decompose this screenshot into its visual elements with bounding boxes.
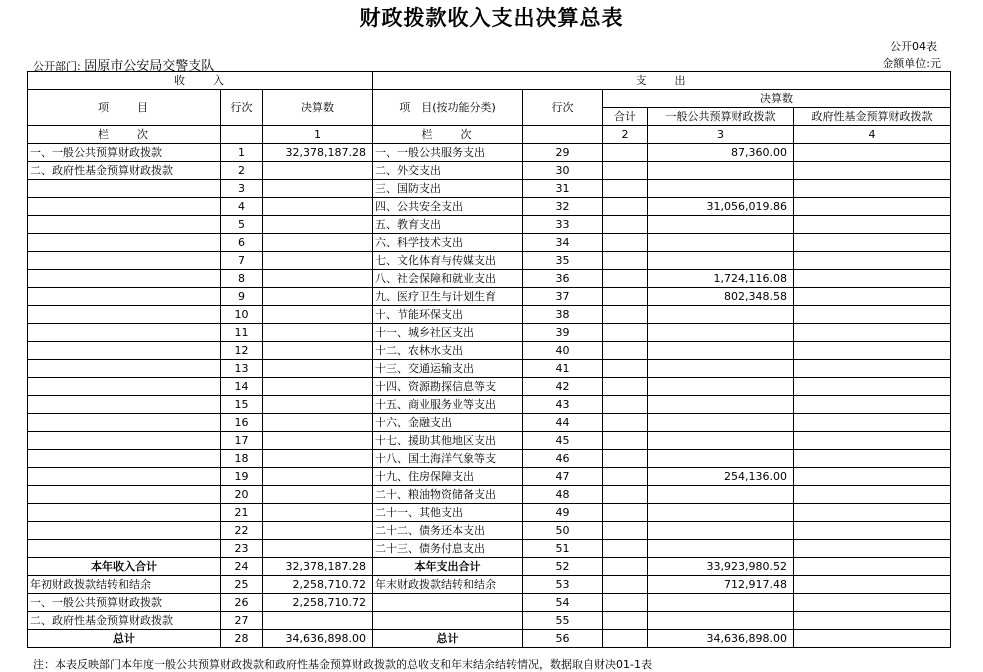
column-index-row <box>28 126 951 144</box>
income-amount-cell <box>263 468 373 486</box>
amount-unit: 金额单位:元 <box>882 57 941 70</box>
table-row <box>28 324 951 342</box>
expense-line-cell: 42 <box>523 378 603 396</box>
income-amount-cell <box>263 522 373 540</box>
income-amount-cell <box>263 198 373 216</box>
income-item-cell: 二、政府性基金预算财政拨款 <box>28 612 221 630</box>
table-row <box>28 468 951 486</box>
income-amount-cell <box>263 234 373 252</box>
expense-general-cell: 33,923,980.52 <box>648 558 794 576</box>
income-item-cell <box>28 486 221 504</box>
expense-item-cell: 三、国防支出 <box>373 180 523 198</box>
income-line-cell: 6 <box>221 234 263 252</box>
expense-item-cell: 二、外交支出 <box>373 162 523 180</box>
table-row <box>28 234 951 252</box>
income-line-cell: 10 <box>221 306 263 324</box>
expense-gov-fund-cell <box>794 540 951 558</box>
expense-gov-fund-cell <box>794 396 951 414</box>
expense-total-cell <box>603 342 648 360</box>
income-item-cell <box>28 414 221 432</box>
col-4: 4 <box>794 126 951 144</box>
table-row <box>28 378 951 396</box>
table-row <box>28 162 951 180</box>
income-amount-cell <box>263 288 373 306</box>
expense-total-cell <box>603 612 648 630</box>
expense-total-cell <box>603 270 648 288</box>
income-amount-cell <box>263 306 373 324</box>
expense-total-cell <box>603 216 648 234</box>
expense-line-cell: 52 <box>523 558 603 576</box>
income-line-cell: 22 <box>221 522 263 540</box>
income-amount-cell: 32,378,187.28 <box>263 558 373 576</box>
income-item-cell <box>28 198 221 216</box>
table-row <box>28 306 951 324</box>
expense-general-cell <box>648 504 794 522</box>
income-amount-cell: 32,378,187.28 <box>263 144 373 162</box>
table-row <box>28 540 951 558</box>
expense-general-cell <box>648 360 794 378</box>
income-line-cell: 16 <box>221 414 263 432</box>
expense-gov-fund-cell <box>794 522 951 540</box>
department-label: 公开部门: <box>33 60 81 73</box>
expense-total-cell <box>603 504 648 522</box>
expense-line-cell: 48 <box>523 486 603 504</box>
expense-general-cell <box>648 450 794 468</box>
expense-gov-fund-cell <box>794 576 951 594</box>
table-row <box>28 198 951 216</box>
expense-item-cell: 十七、援助其他地区支出 <box>373 432 523 450</box>
expense-item-cell: 本年支出合计 <box>373 558 523 576</box>
expense-line-cell: 51 <box>523 540 603 558</box>
expense-gov-fund-cell <box>794 432 951 450</box>
empty-cell <box>523 126 603 144</box>
table-row <box>28 504 951 522</box>
table-row <box>28 612 951 630</box>
income-line-cell: 13 <box>221 360 263 378</box>
expense-gov-fund-cell <box>794 414 951 432</box>
income-line-cell: 28 <box>221 630 263 648</box>
expense-total-cell <box>603 360 648 378</box>
expense-item-cell: 十八、国土海洋气象等支 <box>373 450 523 468</box>
expense-total-cell <box>603 234 648 252</box>
expense-general-cell: 87,360.00 <box>648 144 794 162</box>
income-line-cell: 24 <box>221 558 263 576</box>
expense-gov-fund-cell <box>794 378 951 396</box>
expense-general-cell <box>648 342 794 360</box>
income-item-cell: 总计 <box>28 630 221 648</box>
table-row <box>28 342 951 360</box>
expense-general-cell: 1,724,116.08 <box>648 270 794 288</box>
expense-total-cell <box>603 630 648 648</box>
expense-line-cell: 41 <box>523 360 603 378</box>
income-amount-cell <box>263 414 373 432</box>
final-accounts-table <box>27 71 951 648</box>
income-item-cell <box>28 396 221 414</box>
expense-general-cell <box>648 162 794 180</box>
income-line-cell: 2 <box>221 162 263 180</box>
expense-total-cell <box>603 486 648 504</box>
income-item-cell: 本年收入合计 <box>28 558 221 576</box>
expense-item-cell: 总计 <box>373 630 523 648</box>
income-item-cell <box>28 324 221 342</box>
income-item-cell: 二、政府性基金预算财政拨款 <box>28 162 221 180</box>
expense-line-cell: 37 <box>523 288 603 306</box>
income-item-cell <box>28 270 221 288</box>
income-amount-cell <box>263 162 373 180</box>
income-item-cell <box>28 432 221 450</box>
expense-general-cell: 802,348.58 <box>648 288 794 306</box>
income-item-cell <box>28 288 221 306</box>
expense-total-cell <box>603 378 648 396</box>
income-item-cell <box>28 522 221 540</box>
table-row <box>28 558 951 576</box>
expense-line-cell: 32 <box>523 198 603 216</box>
header-row-2 <box>28 90 951 108</box>
income-item-cell <box>28 342 221 360</box>
table-row <box>28 450 951 468</box>
expense-item-cell: 五、教育支出 <box>373 216 523 234</box>
footnote: 注：本表反映部门本年度一般公共预算财政拨款和政府性基金预算财政拨款的总收支和年末结余结转情况，数据取自财决01-1表 <box>33 658 652 671</box>
expense-total-cell <box>603 558 648 576</box>
expense-item-cell: 十二、农林水支出 <box>373 342 523 360</box>
income-amount-cell <box>263 180 373 198</box>
expense-general-cell <box>648 612 794 630</box>
expense-general-cell <box>648 252 794 270</box>
expense-general-cell <box>648 432 794 450</box>
expense-item-header: 项 目(按功能分类) <box>373 90 523 126</box>
header-row-1 <box>28 72 951 90</box>
expense-item-cell: 十五、商业服务业等支出 <box>373 396 523 414</box>
income-amount-cell <box>263 450 373 468</box>
expense-line-cell: 36 <box>523 270 603 288</box>
income-item-cell <box>28 180 221 198</box>
col-label: 栏 次 <box>28 126 221 144</box>
expense-item-cell: 十四、资源勘探信息等支 <box>373 378 523 396</box>
income-amount-cell <box>263 396 373 414</box>
expense-total-cell <box>603 144 648 162</box>
income-amount-cell <box>263 378 373 396</box>
expense-total-cell <box>603 414 648 432</box>
table-row <box>28 630 951 648</box>
expense-final-header: 决算数 <box>603 90 951 108</box>
table-row <box>28 522 951 540</box>
income-item-cell <box>28 234 221 252</box>
col-3: 3 <box>648 126 794 144</box>
income-amount-cell <box>263 324 373 342</box>
expense-total-cell <box>603 288 648 306</box>
income-amount-header: 决算数 <box>263 90 373 126</box>
expense-gov-fund-cell <box>794 144 951 162</box>
income-amount-cell <box>263 432 373 450</box>
table-row <box>28 594 951 612</box>
income-line-cell: 9 <box>221 288 263 306</box>
expense-line-cell: 29 <box>523 144 603 162</box>
expense-line-cell: 38 <box>523 306 603 324</box>
expense-gov-fund-cell <box>794 288 951 306</box>
expense-gov-fund-cell <box>794 558 951 576</box>
expense-gov-fund-cell <box>794 270 951 288</box>
expense-line-cell: 54 <box>523 594 603 612</box>
table-row <box>28 360 951 378</box>
col-2: 2 <box>603 126 648 144</box>
expense-total-cell <box>603 162 648 180</box>
table-row <box>28 216 951 234</box>
expense-line-cell: 33 <box>523 216 603 234</box>
expense-gov-fund-cell <box>794 630 951 648</box>
expense-line-cell: 44 <box>523 414 603 432</box>
expense-total-cell <box>603 576 648 594</box>
expense-general-cell <box>648 216 794 234</box>
expense-item-cell: 年末财政拨款结转和结余 <box>373 576 523 594</box>
expense-general-cell <box>648 306 794 324</box>
table-row <box>28 396 951 414</box>
expense-general-cell <box>648 180 794 198</box>
expense-item-cell: 一、一般公共服务支出 <box>373 144 523 162</box>
expense-line-cell: 46 <box>523 450 603 468</box>
income-item-cell <box>28 216 221 234</box>
income-line-cell: 25 <box>221 576 263 594</box>
empty-cell <box>221 126 263 144</box>
expense-line-cell: 31 <box>523 180 603 198</box>
income-line-cell: 12 <box>221 342 263 360</box>
total-col-header: 合计 <box>603 108 648 126</box>
income-amount-cell: 2,258,710.72 <box>263 576 373 594</box>
income-line-cell: 5 <box>221 216 263 234</box>
expense-item-cell: 六、科学技术支出 <box>373 234 523 252</box>
expense-total-cell <box>603 252 648 270</box>
income-header: 收 入 <box>28 72 373 90</box>
expense-general-cell <box>648 414 794 432</box>
income-amount-cell <box>263 216 373 234</box>
income-item-cell <box>28 468 221 486</box>
expense-item-cell <box>373 594 523 612</box>
income-line-cell: 21 <box>221 504 263 522</box>
income-item-cell <box>28 540 221 558</box>
income-line-cell: 4 <box>221 198 263 216</box>
expense-line-cell: 50 <box>523 522 603 540</box>
income-line-cell: 7 <box>221 252 263 270</box>
report-title: 财政拨款收入支出决算总表 <box>359 6 624 30</box>
expense-item-cell: 十三、交通运输支出 <box>373 360 523 378</box>
expense-gov-fund-cell <box>794 450 951 468</box>
expense-line-cell: 43 <box>523 396 603 414</box>
expense-line-cell: 55 <box>523 612 603 630</box>
expense-gov-fund-cell <box>794 324 951 342</box>
expense-line-cell: 34 <box>523 234 603 252</box>
expense-general-cell <box>648 486 794 504</box>
expense-total-cell <box>603 432 648 450</box>
income-item-cell <box>28 360 221 378</box>
income-item-cell: 一、一般公共预算财政拨款 <box>28 144 221 162</box>
income-amount-cell <box>263 540 373 558</box>
income-amount-cell <box>263 612 373 630</box>
expense-line-cell: 49 <box>523 504 603 522</box>
income-line-cell: 26 <box>221 594 263 612</box>
expense-item-cell: 二十、粮油物资储备支出 <box>373 486 523 504</box>
expense-general-cell <box>648 324 794 342</box>
expense-gov-fund-cell <box>794 504 951 522</box>
expense-item-cell: 十六、金融支出 <box>373 414 523 432</box>
expense-line-cell: 45 <box>523 432 603 450</box>
income-line-cell: 27 <box>221 612 263 630</box>
general-budget-header: 一般公共预算财政拨款 <box>648 108 794 126</box>
expense-general-cell <box>648 234 794 252</box>
income-amount-cell <box>263 270 373 288</box>
income-amount-cell <box>263 486 373 504</box>
expense-line-cell: 53 <box>523 576 603 594</box>
table-row <box>28 486 951 504</box>
income-line-header: 行次 <box>221 90 263 126</box>
income-item-cell <box>28 252 221 270</box>
expense-item-cell: 四、公共安全支出 <box>373 198 523 216</box>
income-amount-cell <box>263 342 373 360</box>
expense-total-cell <box>603 396 648 414</box>
expense-total-cell <box>603 324 648 342</box>
expense-general-cell: 254,136.00 <box>648 468 794 486</box>
income-item-cell <box>28 450 221 468</box>
expense-line-cell: 40 <box>523 342 603 360</box>
income-line-cell: 15 <box>221 396 263 414</box>
expense-line-cell: 35 <box>523 252 603 270</box>
expense-gov-fund-cell <box>794 342 951 360</box>
income-line-cell: 11 <box>221 324 263 342</box>
col-1: 1 <box>263 126 373 144</box>
expense-gov-fund-cell <box>794 252 951 270</box>
expense-total-cell <box>603 306 648 324</box>
expense-total-cell <box>603 180 648 198</box>
income-item-cell: 一、一般公共预算财政拨款 <box>28 594 221 612</box>
expense-total-cell <box>603 540 648 558</box>
expense-gov-fund-cell <box>794 468 951 486</box>
income-amount-cell <box>263 252 373 270</box>
table-row <box>28 252 951 270</box>
income-amount-cell <box>263 504 373 522</box>
expense-item-cell <box>373 612 523 630</box>
expense-total-cell <box>603 198 648 216</box>
table-row <box>28 414 951 432</box>
expense-header: 支 出 <box>373 72 951 90</box>
expense-general-cell: 34,636,898.00 <box>648 630 794 648</box>
expense-general-cell <box>648 522 794 540</box>
expense-gov-fund-cell <box>794 594 951 612</box>
expense-item-cell: 二十三、债务付息支出 <box>373 540 523 558</box>
expense-item-cell: 七、文化体育与传媒支出 <box>373 252 523 270</box>
expense-gov-fund-cell <box>794 360 951 378</box>
expense-general-cell <box>648 594 794 612</box>
exp-col-label: 栏 次 <box>373 126 523 144</box>
income-line-cell: 23 <box>221 540 263 558</box>
income-line-cell: 19 <box>221 468 263 486</box>
table-row <box>28 180 951 198</box>
expense-line-cell: 56 <box>523 630 603 648</box>
expense-total-cell <box>603 594 648 612</box>
income-line-cell: 3 <box>221 180 263 198</box>
expense-total-cell <box>603 468 648 486</box>
expense-line-cell: 39 <box>523 324 603 342</box>
expense-total-cell <box>603 450 648 468</box>
expense-item-cell: 九、医疗卫生与计划生育 <box>373 288 523 306</box>
income-item-cell <box>28 504 221 522</box>
income-amount-cell: 34,636,898.00 <box>263 630 373 648</box>
expense-item-cell: 十、节能环保支出 <box>373 306 523 324</box>
income-item-header: 项 目 <box>28 90 221 126</box>
expense-item-cell: 八、社会保障和就业支出 <box>373 270 523 288</box>
expense-total-cell <box>603 522 648 540</box>
table-row <box>28 288 951 306</box>
table-row <box>28 270 951 288</box>
income-amount-cell <box>263 360 373 378</box>
expense-general-cell: 31,056,019.86 <box>648 198 794 216</box>
income-item-cell: 年初财政拨款结转和结余 <box>28 576 221 594</box>
expense-gov-fund-cell <box>794 306 951 324</box>
income-line-cell: 8 <box>221 270 263 288</box>
table-row <box>28 144 951 162</box>
expense-gov-fund-cell <box>794 234 951 252</box>
expense-general-cell <box>648 540 794 558</box>
table-row <box>28 432 951 450</box>
gov-fund-header: 政府性基金预算财政拨款 <box>794 108 951 126</box>
expense-gov-fund-cell <box>794 216 951 234</box>
expense-gov-fund-cell <box>794 180 951 198</box>
income-amount-cell: 2,258,710.72 <box>263 594 373 612</box>
expense-general-cell <box>648 396 794 414</box>
expense-item-cell: 十九、住房保障支出 <box>373 468 523 486</box>
expense-gov-fund-cell <box>794 198 951 216</box>
table-row <box>28 576 951 594</box>
income-line-cell: 17 <box>221 432 263 450</box>
expense-item-cell: 二十一、其他支出 <box>373 504 523 522</box>
expense-line-header: 行次 <box>523 90 603 126</box>
income-line-cell: 18 <box>221 450 263 468</box>
income-line-cell: 20 <box>221 486 263 504</box>
expense-item-cell: 十一、城乡社区支出 <box>373 324 523 342</box>
department-name: 固原市公安局交警支队 <box>84 59 215 74</box>
income-line-cell: 14 <box>221 378 263 396</box>
table-body <box>28 144 951 648</box>
income-item-cell <box>28 306 221 324</box>
expense-general-cell <box>648 378 794 396</box>
form-number: 公开04表 <box>890 40 937 53</box>
expense-gov-fund-cell <box>794 162 951 180</box>
expense-line-cell: 47 <box>523 468 603 486</box>
expense-gov-fund-cell <box>794 486 951 504</box>
income-item-cell <box>28 378 221 396</box>
expense-item-cell: 二十二、债务还本支出 <box>373 522 523 540</box>
expense-line-cell: 30 <box>523 162 603 180</box>
expense-general-cell: 712,917.48 <box>648 576 794 594</box>
income-line-cell: 1 <box>221 144 263 162</box>
expense-gov-fund-cell <box>794 612 951 630</box>
